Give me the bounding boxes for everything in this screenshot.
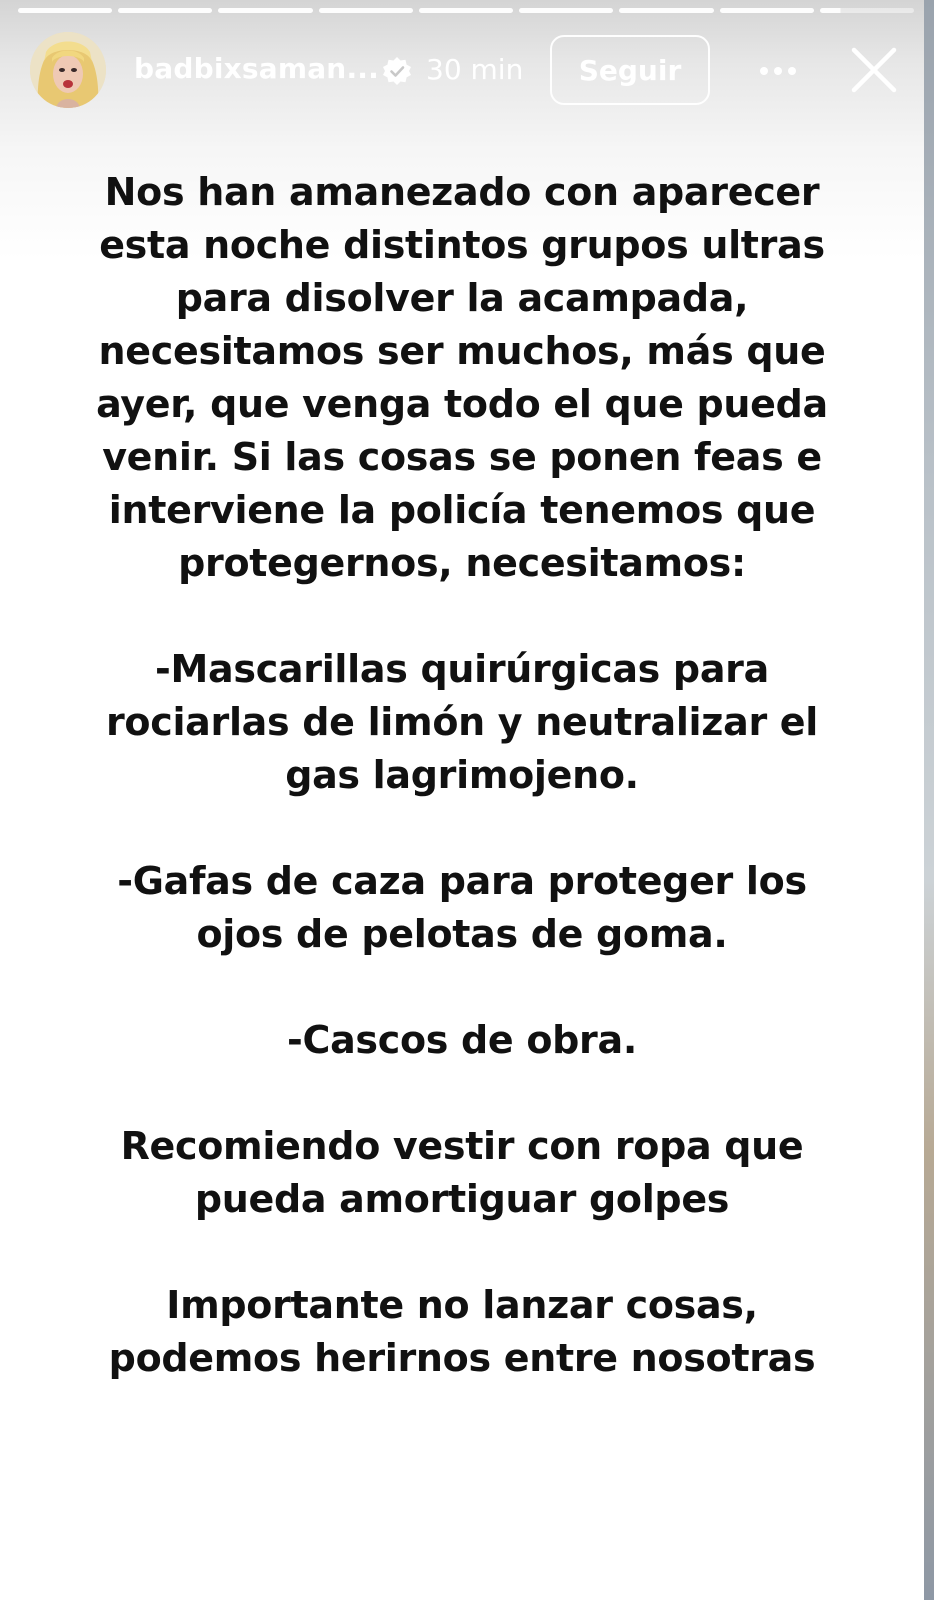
text-line: esta noche distintos grupos ultras xyxy=(99,223,825,267)
paragraph-gap xyxy=(40,1226,884,1279)
progress-segment xyxy=(118,8,212,13)
story-header xyxy=(30,32,910,110)
paragraph-gap xyxy=(40,1067,884,1120)
text-line: ayer, que venga todo el que pueda xyxy=(96,382,828,426)
progress-segment xyxy=(619,8,713,13)
post-time: 30 min xyxy=(426,53,524,86)
progress-segment xyxy=(519,8,613,13)
next-story-peek[interactable] xyxy=(924,0,934,1600)
story-text xyxy=(40,166,884,1385)
progress-segment xyxy=(218,8,312,13)
username[interactable]: badbixsaman... xyxy=(134,52,379,85)
text-line: pueda amortiguar golpes xyxy=(194,1177,730,1221)
paragraph-gap xyxy=(40,802,884,855)
progress-segment-current xyxy=(820,8,914,13)
text-line: Importante no lanzar cosas, xyxy=(166,1283,758,1327)
text-line: ojos de pelotas de goma. xyxy=(196,912,728,956)
close-icon[interactable] xyxy=(848,44,900,96)
text-line: interviene la policía tenemos que xyxy=(108,488,816,532)
story-progress-bar xyxy=(18,8,914,13)
follow-button[interactable]: Seguir xyxy=(550,35,710,105)
paragraph-gap xyxy=(40,590,884,643)
verified-badge-icon xyxy=(382,56,412,86)
more-options-icon[interactable] xyxy=(750,54,806,88)
text-line: -Cascos de obra. xyxy=(287,1018,637,1062)
text-line: Recomiendo vestir con ropa que xyxy=(120,1124,804,1168)
text-line: para disolver la acampada, xyxy=(175,276,749,320)
text-line: venir. Si las cosas se ponen feas e xyxy=(102,435,822,479)
progress-segment xyxy=(419,8,513,13)
progress-segment xyxy=(720,8,814,13)
text-line: podemos herirnos entre nosotras xyxy=(108,1336,816,1380)
text-line: Nos han amanezado con aparecer xyxy=(104,170,820,214)
text-line: protegernos, necesitamos: xyxy=(178,541,746,585)
paragraph-gap xyxy=(40,961,884,1014)
text-line: necesitamos ser muchos, más que xyxy=(98,329,826,373)
progress-segment xyxy=(319,8,413,13)
progress-segment xyxy=(18,8,112,13)
text-line: rociarlas de limón y neutralizar el xyxy=(105,700,819,744)
text-line: -Mascarillas quirúrgicas para xyxy=(155,647,769,691)
text-line: -Gafas de caza para proteger los xyxy=(117,859,807,903)
text-line: gas lagrimojeno. xyxy=(285,753,639,797)
avatar-icon[interactable] xyxy=(30,32,106,108)
